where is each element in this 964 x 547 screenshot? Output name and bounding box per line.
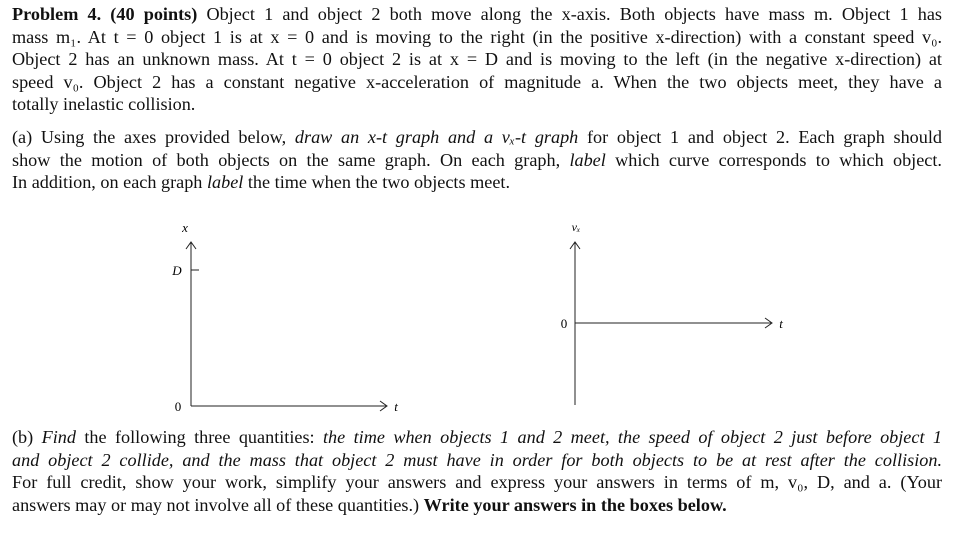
vt-graph [545, 218, 805, 408]
xt-graph [150, 218, 420, 418]
intro-line-1: Problem 4. (40 points) Object 1 and object 2 both move along the x-axis. Both objects have mass m. Object 1 has [12, 4, 942, 24]
part-a-line-2: show the motion of both objects on the same graph. On each graph, label which curve corresponds to which object. [12, 149, 942, 170]
intro-line-4: speed v₀. Object 2 has a constant negative x-acceleration of magnitude a. When the two objects meet, they have a [12, 71, 942, 92]
part-b-line-2: and object 2 collide, and the mass that object 2 must have in order for both objects to be at rest after the collision. [12, 449, 942, 470]
vt-y-axis-label: vₓ [571, 220, 581, 234]
vt-x-axis-label: t [779, 316, 783, 331]
problem-heading: Problem 4. (40 points) [12, 4, 198, 24]
part-a-line-1: (a) Using the axes provided below, draw an x-t graph and a vₓ-t graph for object 1 and object 2. Each graph should [12, 127, 943, 147]
part-a-line-3: In addition, on each graph label the time when the two objects meet. [12, 172, 511, 192]
xt-y-tick-label: D [172, 263, 182, 278]
intro-line-2: mass m₁. At t = 0 object 1 is at x = 0 and is moving to the right (in the positive x-direction) with a constant speed v₀. [12, 26, 942, 47]
part-a-statement [12, 126, 942, 194]
part-a-instruction: draw an x-t graph and a vₓ-t graph [294, 127, 579, 147]
xt-y-axis-label: x [182, 220, 188, 235]
part-b-line-4: answers may or may not involve all of these quantities.) Write your answers in the boxes below. [12, 494, 727, 515]
part-b-instruction: Write your answers in the boxes below. [423, 494, 727, 515]
part-b-line-3: For full credit, show your work, simplify your answers and express your answers in terms of m, v₀, D, and a. (Your [12, 472, 942, 492]
xt-x-axis-label: t [394, 399, 398, 414]
vt-origin-label: 0 [560, 316, 568, 331]
xt-origin-label: 0 [174, 399, 182, 414]
part-b-statement [12, 426, 942, 516]
problem-statement [12, 3, 942, 116]
intro-line-3: Object 2 has an unknown mass. At t = 0 object 2 is at x = D and is moving to the left (in the negative x-direction) at [12, 49, 942, 69]
part-b-line-1: (b) Find the following three quantities: the time when objects 1 and 2 meet, the speed of object 2 just before object 1 [12, 427, 942, 447]
intro-line-5: totally inelastic collision. [12, 94, 196, 114]
